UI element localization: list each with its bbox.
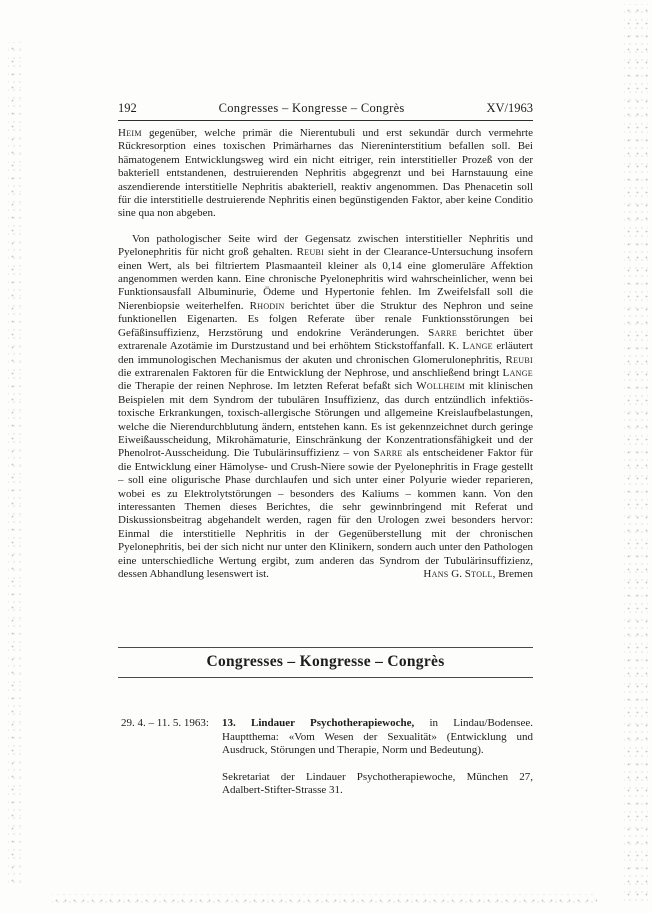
entry-body: [222, 717, 533, 798]
entry-secretariat: Sekretariat der Lindauer Psychotherapiewoche, München 27, Adalbert-Stifter-Strasse 31.: [222, 770, 533, 797]
volume-year: XV/1963: [486, 101, 533, 115]
paragraph-2-text: Von pathologischer Seite wird der Gegensatz zwischen interstitieller Nephritis und Pyelonephritis für nicht groß gehalten. Reubi sieht in der Clearance-Untersuchung insofern einen Wert, als bei filtriertem Plasmaanteil kleiner als 0,14 eine glomeruläre Affektion angenommen werden kann. Eine chronische Pyelonephritis wird wahrscheinlicher, wenn bei Funktionsausfall Albuminurie, Ödeme und Hypertonie fehlen. Im Zweifelsfall soll die Nierenbiopsie weiterhelfen. Rhodin berichtet über die Struktur des Nephron und seine funktionellen Eigenarten. Es folgen Referate über renale Funktionsstörungen bei Gefäßinsuffizienz, Herzstörung und endokrine Veränderungen. Sarre berichtet über extrarenale Azotämie im Durstzustand und bei erhöhtem Stickstoffanfall. K. Lange erläutert den immunologischen Mechanismus der akuten und chronischen Glomerulonephritis, Reubi die extrarenalen Faktoren für die Entwicklung der Nephrose, und anschließend bringt Lange die Therapie der reinen Nephrose. Im letzten Referat befaßt sich Wollheim mit klinischen Beispielen mit dem Syndrom der tubulären Insuffizienz, das durch entzündlich infektiös-toxische Erkrankungen, toxisch-allergische Störungen und allgemeine Kreislaufbelastungen, welche die Nierendurchblutung ändern, entstehen kann. Es ist gekennzeichnet durch geringe Eiweißausscheidung, Mikrohämaturie, Einschränkung der Konzentrationsfähigkeit und der Phenolrot-Ausscheidung. Die Tubulärinsuffizienz – von Sarre als entscheidener Faktor für die Entwicklung einer Hämolyse- und Crush-Niere sowie der Pyelonephritis in Frage gestellt – soll eine oligurische Phase durchlaufen und sich unter einer Polyurie wieder reparieren, wobei es zu Elektrolytstörungen – besonders des Kaliums – kommen kann. Von den interessanten Themen dieses Berichtes, die sehr gewinnbringend mit Referat und Diskussionsbeitrag abgehandelt werden, ragen für den Urologen zwei besonders hervor: Einmal die interstitielle Nephritis in der Gegenüberstellung mit der chronischen Pyelonephritis, bei der sich nicht nur unter den Klinikern, sondern auch unter den Pathologen eine unterschiedliche Wertung ergibt, zum anderen das Syndrom der Tubulärinsuffizienz, dessen Abhandlung lesenswert ist.: [118, 232, 533, 580]
report-paragraph-2: [118, 233, 533, 582]
congress-report-text: [118, 127, 533, 643]
running-head: [118, 101, 533, 121]
section-heading-box: [118, 647, 533, 678]
entry-title: [222, 717, 533, 758]
report-paragraph-1: [118, 127, 533, 221]
entry-date: 29. 4. – 11. 5. 1963:: [121, 717, 209, 729]
scan-noise-right-edge: [624, 4, 648, 904]
entry-title-text: 13. Lindauer Psychotherapiewoche, in Lindau/Bodensee. Hauptthema: «Vom Wesen der Sexualität» (Entwicklung und Ausdruck, Störungen und Therapie, Norm und Bedeutung).: [222, 717, 533, 757]
section-heading: Congresses – Kongresse – Congrès: [206, 653, 445, 670]
running-head-title: Congresses – Kongresse – Congrès: [218, 101, 405, 115]
scan-noise-left-edge: [8, 42, 21, 884]
paragraph-1-text: Heim gegenüber, welche primär die Nierentubuli und erst sekundär durch vermehrte Rückresorption eines toxischen Primärharnes das Niereninterstitium befallen soll. Bei hämatogenem Entwicklungsweg wird ein nicht eitriger, rein interstitieller Prozeß von der bakteriell entstandenen, destruierenden Nephritis abgegrenzt und bei Harnstauung eine aszendierende interstitielle Nephritis abakteriell, reaktiv angenommen. Das Phenacetin soll für die interstitielle destruierende Nephritis einen begünstigenden Faktor, aber keine Conditio sine qua non abgeben.: [118, 127, 533, 220]
scan-noise-bottom-edge: [52, 894, 597, 909]
congress-entry: [118, 717, 533, 798]
author-signature: Hans G. Stoll, Bremen: [423, 568, 533, 580]
page-number: 192: [118, 101, 137, 115]
